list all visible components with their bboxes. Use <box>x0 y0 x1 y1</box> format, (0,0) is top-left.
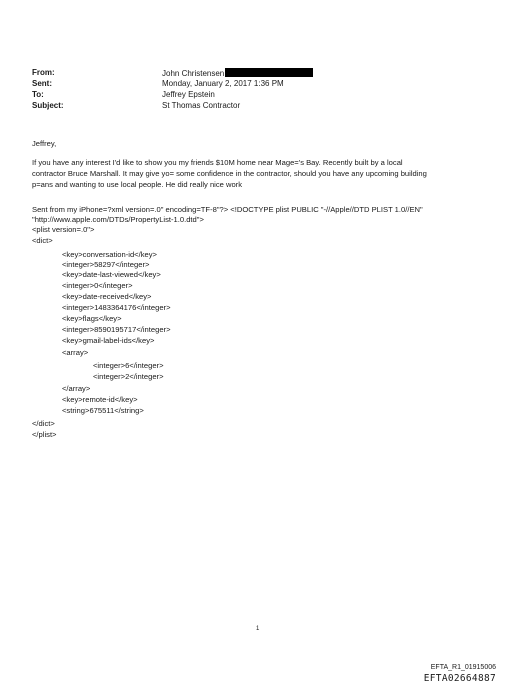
plist-line: <key>remote-id</key> <box>62 395 138 404</box>
body-line: If you have any interest I'd like to show you my friends $10M home near Mage='s Bay. Recently built by a local <box>32 158 403 167</box>
subject-label: Subject: <box>32 101 64 110</box>
dict-open-line: <dict> <box>32 236 53 245</box>
plist-line: <key>flags</key> <box>62 314 122 323</box>
redaction-box <box>225 68 313 77</box>
from-name: John Christensen <box>162 69 225 78</box>
to-value: Jeffrey Epstein <box>162 90 215 99</box>
plist-close-line: </plist> <box>32 430 57 439</box>
efta-small-id: EFTA_R1_01915006 <box>430 664 496 671</box>
plist-line: <integer>58297</integer> <box>62 260 150 269</box>
plist-line: <integer>8590195717</integer> <box>62 325 171 334</box>
sent-label: Sent: <box>32 79 52 88</box>
plist-line: <key>date-last-viewed</key> <box>62 270 161 279</box>
plist-line: <array> <box>62 348 89 357</box>
from-value <box>162 68 313 79</box>
dict-close-line: </dict> <box>32 419 55 428</box>
plist-line: <integer>1483364176</integer> <box>62 303 171 312</box>
array-line: <integer>6</integer> <box>93 361 164 370</box>
plist-line: <key>conversation-id</key> <box>62 250 157 259</box>
sent-value: Monday, January 2, 2017 1:36 PM <box>162 79 284 88</box>
plist-open-line: <plist version=.0"> <box>32 225 95 234</box>
plist-line: </array> <box>62 384 91 393</box>
plist-line: <integer>0</integer> <box>62 281 133 290</box>
body-line: contractor Bruce Marshall. It may give yo= some confidence in the contractor, should you have any upcoming building <box>32 169 427 178</box>
plist-line: <key>date-received</key> <box>62 292 152 301</box>
plist-line: <string>675511</string> <box>62 406 144 415</box>
greeting: Jeffrey, <box>32 139 57 148</box>
body-line: p=ans and wanting to use local people. He did really nice work <box>32 180 243 189</box>
sent-from-line: Sent from my iPhone=?xml version=.0" encoding=TF-8"?> <!DOCTYPE plist PUBLIC "-//Apple//DTD PLIST 1.0//EN" <box>32 205 423 214</box>
to-label: To: <box>32 90 44 99</box>
page-number: 1 <box>256 626 260 632</box>
subject-value: St Thomas Contractor <box>162 101 241 110</box>
plist-line: <key>gmail-label-ids</key> <box>62 336 155 345</box>
doctype-url-line: "http://www.apple.com/DTDs/PropertyList-1.0.dtd"> <box>32 215 204 224</box>
array-line: <integer>2</integer> <box>93 372 164 381</box>
efta-large-id: EFTA02664887 <box>423 673 496 684</box>
from-label: From: <box>32 68 55 77</box>
